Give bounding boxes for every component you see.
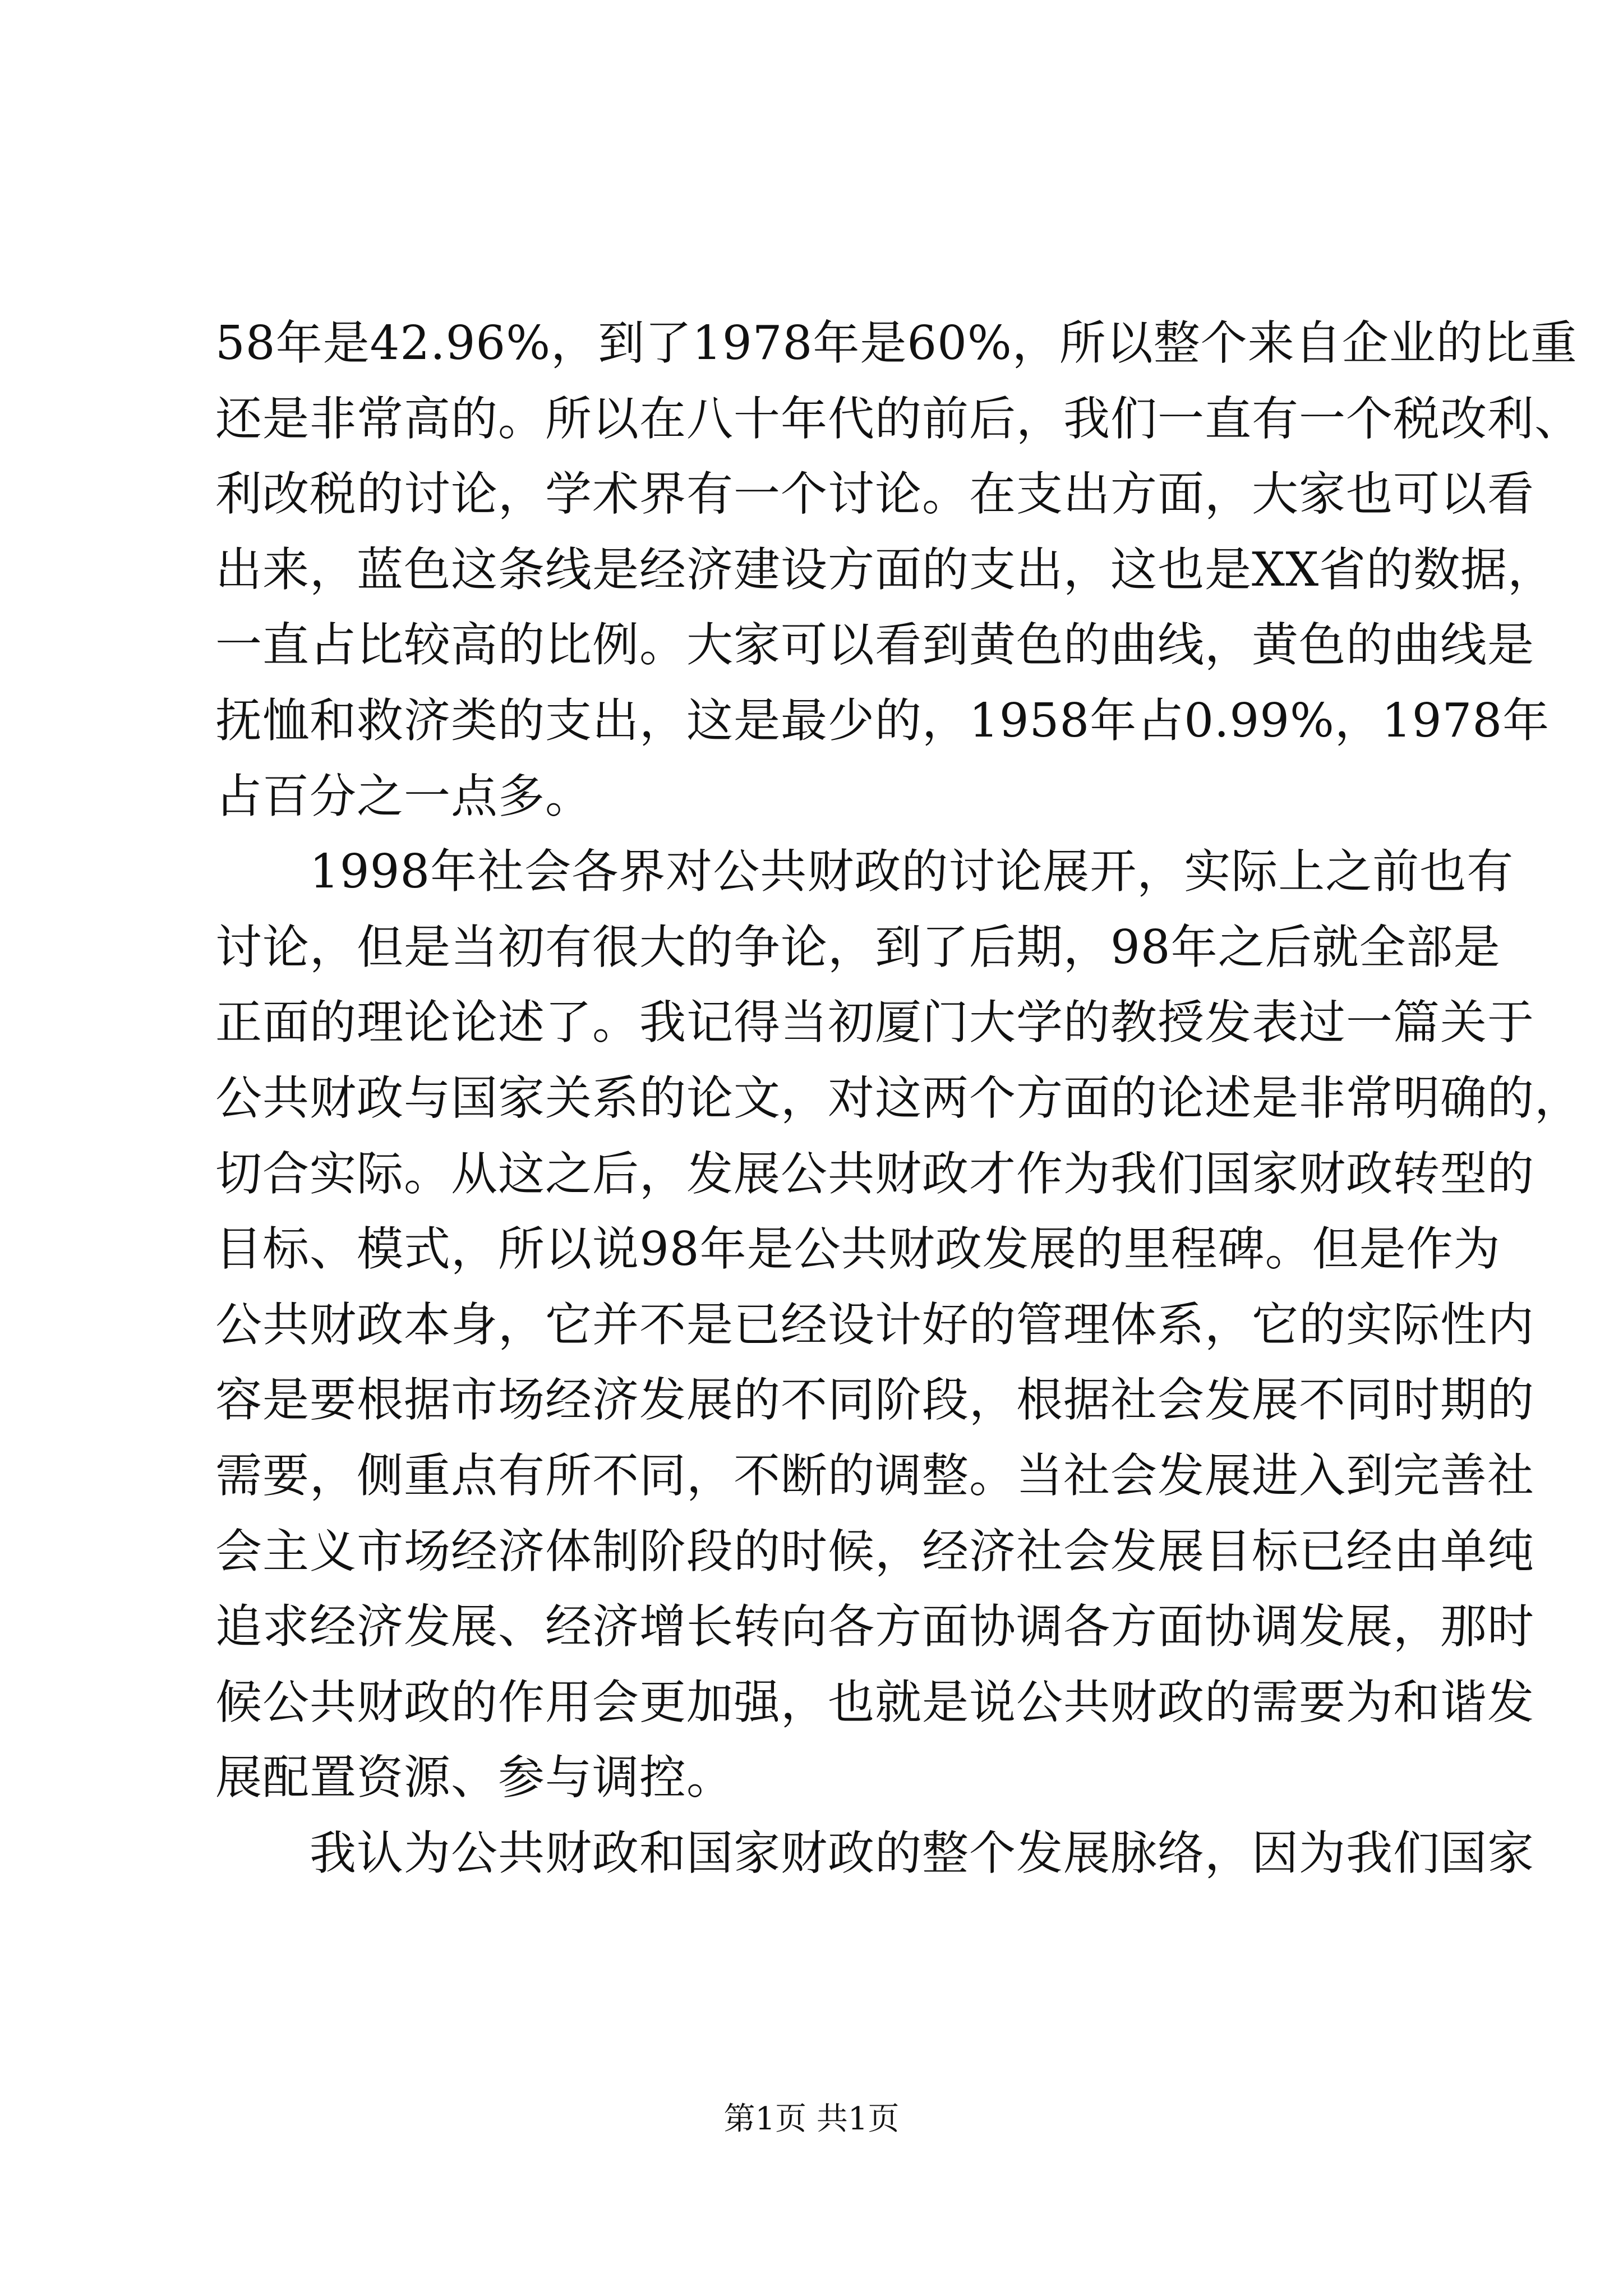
- text-line: 需要，侧重点有所不同，不断的调整。当社会发展进入到完善社: [215, 1448, 1534, 1503]
- text-line: 还是非常高的。所以在八十年代的前后，我们一直有一个税改利、: [215, 391, 1581, 446]
- text-line: 1998年社会各界对公共财政的讨论展开，实际上之前也有: [215, 844, 1514, 899]
- text-line: 抚恤和救济类的支出，这是最少的，1958年占0.99%，1978年: [215, 693, 1550, 748]
- text-line: 正面的理论论述了。我记得当初厦门大学的教授发表过一篇关于: [215, 995, 1534, 1050]
- text-line: 展配置资源、参与调控。: [215, 1750, 734, 1805]
- text-line: 追求经济发展、经济增长转向各方面协调各方面协调发展，那时: [215, 1599, 1534, 1654]
- text-line: 候公共财政的作用会更加强，也就是说公共财政的需要为和谐发: [215, 1674, 1534, 1729]
- text-line: 切合实际。从这之后，发展公共财政才作为我们国家财政转型的: [215, 1146, 1534, 1201]
- text-line: 公共财政本身，它并不是已经设计好的管理体系，它的实际性内: [215, 1297, 1534, 1352]
- text-line: 目标、模式，所以说98年是公共财政发展的里程碑。但是作为: [215, 1222, 1501, 1277]
- text-line: 我认为公共财政和国家财政的整个发展脉络，因为我们国家: [215, 1825, 1534, 1880]
- body-text: [215, 306, 1581, 1891]
- text-line: 讨论，但是当初有很大的争论，到了后期，98年之后就全部是: [215, 919, 1501, 974]
- text-line: 利改税的讨论，学术界有一个讨论。在支出方面，大家也可以看: [215, 467, 1534, 522]
- text-line: 容是要根据市场经济发展的不同阶段，根据社会发展不同时期的: [215, 1373, 1534, 1428]
- text-line: 出来，蓝色这条线是经济建设方面的支出，这也是XX省的数据，: [215, 542, 1555, 597]
- text-line: 占百分之一点多。: [215, 769, 592, 823]
- text-line: 一直占比较高的比例。大家可以看到黄色的曲线，黄色的曲线是: [215, 618, 1534, 673]
- text-line: 会主义市场经济体制阶段的时候，经济社会发展目标已经由单纯: [215, 1524, 1534, 1579]
- text-line: 公共财政与国家关系的论文，对这两个方面的论述是非常明确的，: [215, 1070, 1581, 1125]
- page-footer: 第1页 共1页: [723, 2101, 900, 2137]
- text-line: 58年是42.96%，到了1978年是60%，所以整个来自企业的比重: [215, 316, 1578, 370]
